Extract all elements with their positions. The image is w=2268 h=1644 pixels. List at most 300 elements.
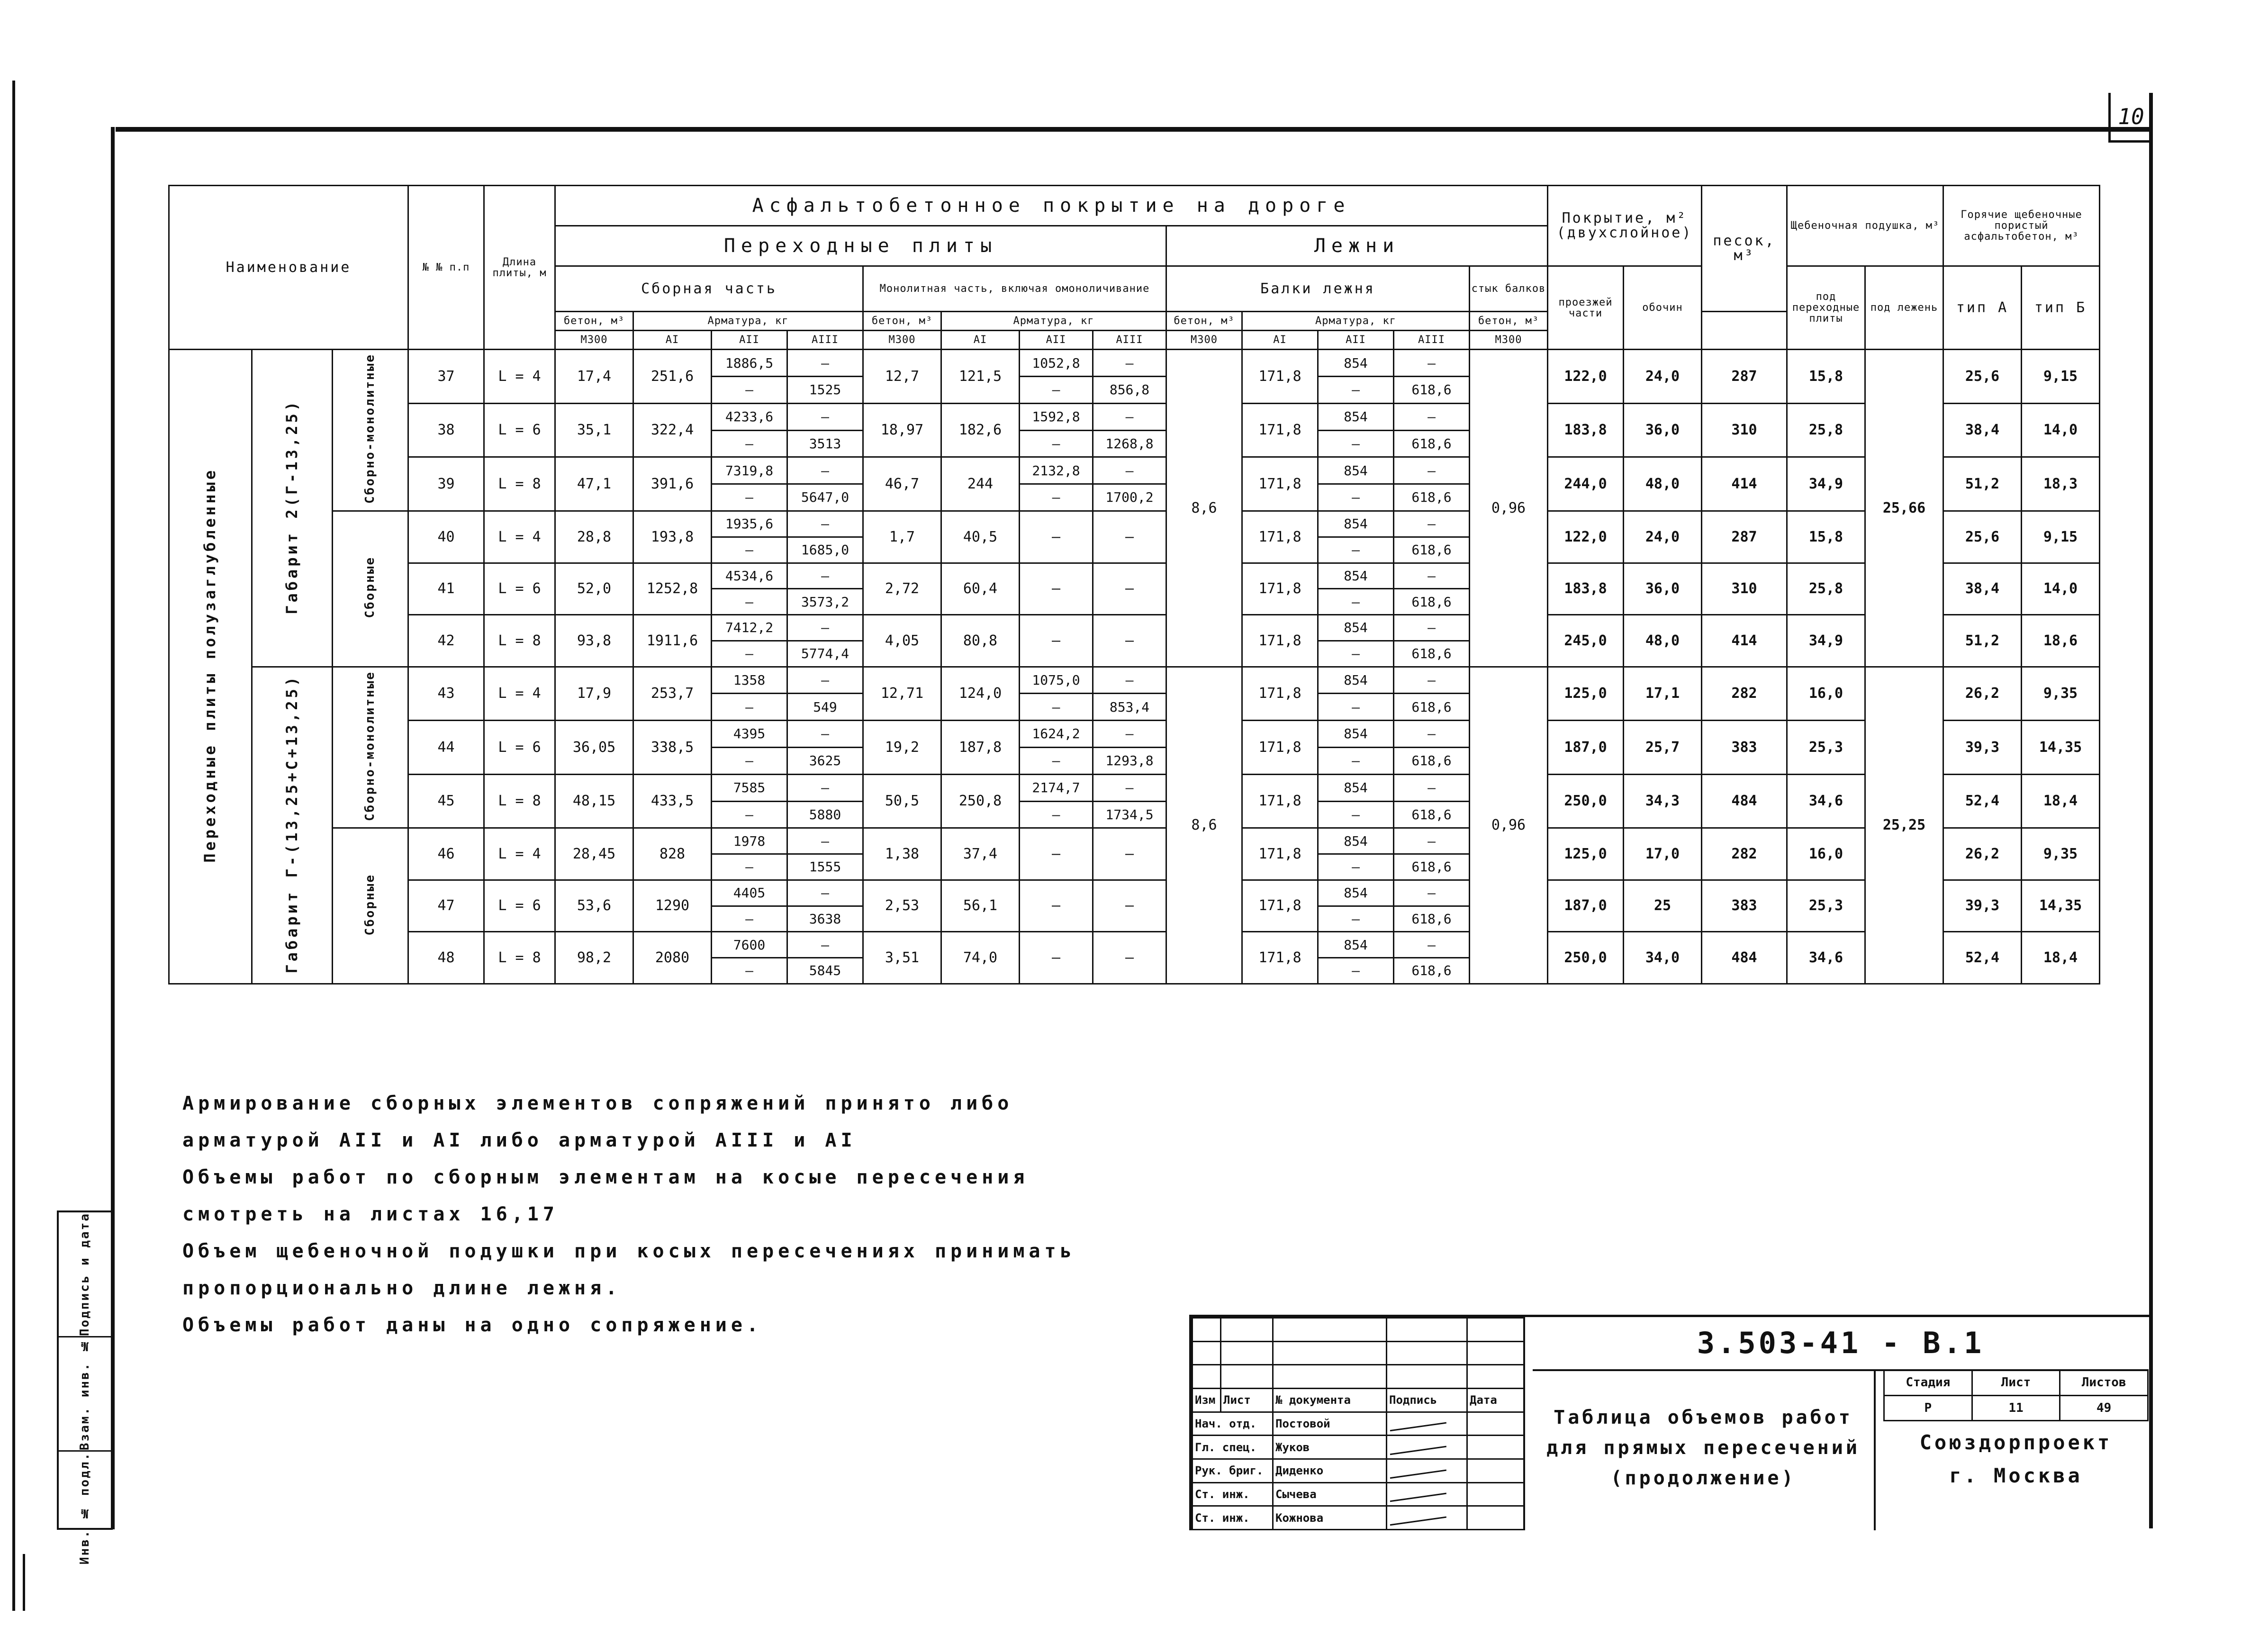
beam-a2-bottom: — [1352,859,1360,875]
sheets-head: Листов [2060,1370,2148,1396]
hotmix-type-b: 18,4 [2022,774,2100,828]
row-number: 41 [408,563,484,615]
prefab-a3 [787,403,863,457]
mono-a1: 56,1 [941,880,1020,932]
coating-shoulders: 17,1 [1624,667,1702,721]
org-name: Союздорпроект [1919,1431,2113,1454]
coating-carriageway: 122,0 [1548,511,1624,563]
prefab-a3 [787,721,863,775]
group-type-text: Сборно-монолитные [362,670,377,821]
title-line: Таблица объемов работ [1554,1407,1853,1428]
a3-2: АIII [1093,330,1166,349]
prefab-a3 [787,880,863,932]
row-number: 40 [408,511,484,563]
coating-shoulders: 24,0 [1624,511,1702,563]
coating-carriageway: 187,0 [1548,880,1624,932]
hotmix-type-a: 26,2 [1943,667,2022,721]
tb-role: Рук. бриг. [1193,1459,1273,1482]
a2-2: АII [1020,330,1093,349]
beam-a1: 171,8 [1242,774,1318,828]
hotmix-type-b: 14,35 [2022,721,2100,775]
prefab-concrete: 98,2 [555,932,633,984]
prefab-a3 [787,350,863,404]
mono-a1: 121,5 [941,350,1020,404]
header-concrete-1: бетон, м³ [555,311,633,330]
beam-a2-bottom: — [1352,489,1360,506]
sand: 310 [1702,563,1787,615]
prefab-a3-bottom: 5774,4 [801,646,849,662]
beam-a3 [1394,511,1470,563]
beam-a2-bottom: — [1352,753,1360,769]
hotmix-type-b: 18,6 [2022,615,2100,667]
hotmix-type-a: 26,2 [1943,828,2022,880]
mono-a2 [1020,457,1093,511]
hotmix-type-a: 39,3 [1943,880,2022,932]
mono-a1: 60,4 [941,563,1020,615]
mono-a3 [1093,403,1166,457]
title-line: для прямых пересечений [1546,1437,1860,1459]
beam-a3-bottom: 618,6 [1411,806,1452,822]
prefab-a1: 828 [633,828,712,880]
beam-a2-top: 854 [1319,458,1393,485]
prefab-a2 [712,615,787,667]
mono-concrete: 1,38 [863,828,941,880]
beam-a3-top: — [1394,881,1469,907]
prefab-a1: 2080 [633,932,712,984]
hotmix-type-b: 14,0 [2022,403,2100,457]
beam-a2-top: 854 [1319,881,1393,907]
beam-a3 [1394,615,1470,667]
coating-carriageway: 250,0 [1548,774,1624,828]
header-carriageway: проезжей части [1548,266,1624,349]
mono-a2 [1020,721,1093,775]
prefab-a2-top: 4395 [712,721,786,748]
tb-role: Ст. инж. [1193,1482,1273,1506]
sheets-value: 49 [2060,1395,2148,1421]
header-beams-sub: Балки лежня [1166,266,1470,311]
prefab-a3-top: — [788,775,862,802]
coating-shoulders: 25 [1624,880,1702,932]
row-number: 38 [408,403,484,457]
hotmix-type-a: 38,4 [1943,563,2022,615]
coating-shoulders: 25,7 [1624,721,1702,775]
prefab-a3-bottom: 1685,0 [801,542,849,558]
header-num: № № п.п [408,186,484,350]
row-length: L = 8 [484,457,555,511]
coating-shoulders: 24,0 [1624,350,1702,404]
mono-a3-top: — [1093,404,1166,431]
note-line: арматурой АII и АI либо арматурой АIII и АI [182,1129,857,1151]
mono-a2: — [1020,880,1093,932]
prefab-a2 [712,457,787,511]
mono-a2 [1020,774,1093,828]
header-rebar-1: Арматура, кг [633,311,863,330]
group-dim-1 [252,350,333,667]
prefab-a3-top: — [788,881,862,907]
coating-carriageway: 125,0 [1548,828,1624,880]
beam-a3 [1394,721,1470,775]
sand: 282 [1702,828,1787,880]
title-block [1189,1315,2151,1530]
mono-a2 [1020,667,1093,721]
prefab-a3-top: — [788,564,862,590]
prefab-a2 [712,350,787,404]
mono-a1: 244 [941,457,1020,511]
side-stamp-inventory: Инв. № подл. [78,1452,92,1565]
mono-concrete: 3,51 [863,932,941,984]
sheet-frame-top [116,127,2153,132]
prefab-a2 [712,828,787,880]
coating-carriageway: 183,8 [1548,563,1624,615]
tb-name: Кожнова [1273,1506,1387,1530]
prefab-a2-top: 7585 [712,775,786,802]
mono-a3-top: — [1093,350,1166,377]
beam-a1: 171,8 [1242,880,1318,932]
prefab-a1: 193,8 [633,511,712,563]
beam-a1: 171,8 [1242,563,1318,615]
prefab-a2 [712,774,787,828]
prefab-a1: 1911,6 [633,615,712,667]
table-row [169,828,2100,880]
mono-a2: — [1020,828,1093,880]
beam-a3-top: — [1394,512,1469,538]
header-transition-slabs: Переходные плиты [555,226,1166,266]
tb-head-doc: № документа [1273,1388,1387,1412]
row-length: L = 6 [484,403,555,457]
tb-name: Диденко [1273,1459,1387,1482]
sheet-frame-right [2149,93,2153,1528]
table-row [169,932,2100,984]
beam-a2 [1318,350,1394,404]
row-length: L = 4 [484,350,555,404]
a1-1: АI [633,330,712,349]
beam-a3-bottom: 618,6 [1411,594,1452,610]
prefab-a1: 338,5 [633,721,712,775]
beam-a2 [1318,721,1394,775]
prefab-concrete: 17,4 [555,350,633,404]
prefab-a2-top: 7412,2 [712,615,786,641]
beam-a2-bottom: — [1352,646,1360,662]
hotmix-type-b: 9,15 [2022,350,2100,404]
prefab-a2-top: 7319,8 [712,458,786,485]
header-sand-unit [1702,311,1787,350]
mono-concrete: 18,97 [863,403,941,457]
row-length: L = 6 [484,563,555,615]
a2-1: АII [712,330,787,349]
hotmix-type-a: 38,4 [1943,403,2022,457]
header-type-a: тип А [1943,266,2022,349]
beam-a3-bottom: 618,6 [1411,911,1452,927]
mono-a2-top: 1592,8 [1020,404,1092,431]
prefab-a2-top: 1935,6 [712,512,786,538]
group-type-text: Сборные [362,556,377,618]
stage-value: Р [1884,1395,1972,1421]
header-rebar-2: Арматура, кг [941,311,1166,330]
mono-a2: — [1020,615,1093,667]
tb-head-sign: Подпись [1387,1388,1467,1412]
hotmix-type-b: 9,15 [2022,511,2100,563]
beam-concrete: 8,6 [1166,667,1242,984]
row-number: 42 [408,615,484,667]
mono-a3: — [1093,615,1166,667]
beam-a2-bottom: — [1352,911,1360,927]
prefab-a2-top: 4233,6 [712,404,786,431]
group-type-text: Сборные [362,873,377,936]
prefab-a2 [712,880,787,932]
beam-a2 [1318,615,1394,667]
mono-a3 [1093,457,1166,511]
mono-a2-bottom: — [1052,753,1060,769]
mono-a3-top: — [1093,721,1166,748]
tb-divider [1874,1369,1876,1530]
beam-concrete: 8,6 [1166,350,1242,667]
sand: 287 [1702,511,1787,563]
beam-a3 [1394,403,1470,457]
prefab-a2-bottom: — [745,859,753,875]
hotmix-type-b: 18,4 [2022,932,2100,984]
beam-a2 [1318,511,1394,563]
mono-a1: 182,6 [941,403,1020,457]
group-type [333,667,408,828]
row-length: L = 4 [484,667,555,721]
beam-a3 [1394,774,1470,828]
prefab-a2-bottom: — [745,911,753,927]
side-stamp-signature: Подпись и дата [78,1212,92,1337]
header-length: Длина плиты, м [484,186,555,350]
prefab-a2-bottom: — [745,382,753,398]
gravel-slabs: 25,8 [1787,563,1865,615]
prefab-a3 [787,932,863,984]
mono-a1: 250,8 [941,774,1020,828]
header-coating: Покрытие, м² (двухслойное) [1548,186,1702,266]
works-volume-table [168,185,2100,985]
beam-a3 [1394,457,1470,511]
prefab-a3-bottom: 1555 [809,859,841,875]
mono-a3-top: — [1093,458,1166,485]
beam-a3-bottom: 618,6 [1411,646,1452,662]
prefab-concrete: 17,9 [555,667,633,721]
prefab-concrete: 48,15 [555,774,633,828]
prefab-a2 [712,403,787,457]
margin-mark [23,1554,25,1611]
beam-a1: 171,8 [1242,828,1318,880]
table-row [169,403,2100,457]
row-number: 48 [408,932,484,984]
prefab-a3-bottom: 3625 [809,753,841,769]
prefab-a3-bottom: 549 [813,699,837,715]
prefab-a2 [712,721,787,775]
beam-a3-bottom: 618,6 [1411,542,1452,558]
beam-a1: 171,8 [1242,350,1318,404]
group-type [333,350,408,511]
beam-a2-bottom: — [1352,382,1360,398]
beam-a2 [1318,667,1394,721]
hotmix-type-a: 25,6 [1943,511,2022,563]
beam-a3-top: — [1394,615,1469,641]
mono-a2-top: 1052,8 [1020,350,1092,377]
m300-2: М300 [863,330,941,349]
coating-carriageway: 183,8 [1548,403,1624,457]
mono-concrete: 50,5 [863,774,941,828]
table-row [169,721,2100,775]
a3-1: АIII [787,330,863,349]
org-city: г. Москва [1949,1464,2083,1487]
prefab-a3-bottom: 5647,0 [801,489,849,506]
mono-a3-bottom: 856,8 [1109,382,1150,398]
note-line: Объем щебеночной подушки при косых пересечениях принимать [182,1240,1076,1262]
m300-3: М300 [1166,330,1242,349]
mono-concrete: 46,7 [863,457,941,511]
prefab-a3-top: — [788,458,862,485]
note-line: Объемы работ даны на одно сопряжение. [182,1314,763,1336]
hotmix-type-b: 18,3 [2022,457,2100,511]
beam-a3-bottom: 618,6 [1411,963,1452,979]
row-number: 46 [408,828,484,880]
mono-a3 [1093,350,1166,404]
note-line: Армирование сборных элементов сопряжений принято либо [182,1093,1013,1114]
beam-a2-bottom: — [1352,699,1360,715]
mono-a2 [1020,350,1093,404]
mono-a2-top: 2132,8 [1020,458,1092,485]
gravel-slabs: 16,0 [1787,828,1865,880]
side-stamp-replace: Взам. инв. № [78,1337,92,1451]
header-under-slabs: под переходные плиты [1787,266,1865,349]
gravel-slabs: 34,6 [1787,932,1865,984]
prefab-a1: 253,7 [633,667,712,721]
title-block-staff [1192,1317,1525,1530]
beam-a2 [1318,828,1394,880]
mono-a1: 74,0 [941,932,1020,984]
row-length: L = 8 [484,615,555,667]
prefab-concrete: 47,1 [555,457,633,511]
mono-a3: — [1093,563,1166,615]
mono-a2-bottom: — [1052,435,1060,452]
gravel-slabs: 25,3 [1787,880,1865,932]
mono-a3: — [1093,511,1166,563]
prefab-a3 [787,828,863,880]
beam-a2-top: 854 [1319,775,1393,802]
prefab-a2-top: 1978 [712,829,786,855]
row-length: L = 8 [484,932,555,984]
beam-a2-bottom: — [1352,542,1360,558]
header-joint: стык балков [1470,266,1548,311]
prefab-concrete: 35,1 [555,403,633,457]
joint-concrete: 0,96 [1470,350,1548,667]
prefab-a1: 433,5 [633,774,712,828]
beam-a1: 171,8 [1242,721,1318,775]
tb-name: Сычева [1273,1482,1387,1506]
prefab-a1: 322,4 [633,403,712,457]
beam-a3 [1394,880,1470,932]
signature [1387,1482,1467,1506]
mono-a1: 40,5 [941,511,1020,563]
mono-concrete: 12,71 [863,667,941,721]
prefab-a3-bottom: 3513 [809,435,841,452]
beam-a3-top: — [1394,350,1469,377]
tb-role: Нач. отд. [1193,1412,1273,1436]
note-line: пропорционально длине лежня. [182,1277,622,1299]
mono-a3: — [1093,828,1166,880]
prefab-a1: 391,6 [633,457,712,511]
mono-concrete: 1,7 [863,511,941,563]
note-line: Объемы работ по сборным элементам на косые пересечения [182,1166,1029,1188]
hotmix-type-a: 51,2 [1943,615,2022,667]
m300-1: М300 [555,330,633,349]
row-number: 37 [408,350,484,404]
sand: 383 [1702,880,1787,932]
tb-name: Постовой [1273,1412,1387,1436]
header-rebar-3: Арматура, кг [1242,311,1470,330]
a1-2: АI [941,330,1020,349]
row-number: 47 [408,880,484,932]
prefab-a3-top: — [788,512,862,538]
header-prefab-part: Сборная часть [555,266,863,311]
row-length: L = 4 [484,828,555,880]
mono-a3-top: — [1093,775,1166,802]
mono-concrete: 4,05 [863,615,941,667]
beam-a2 [1318,457,1394,511]
beam-a3-bottom: 618,6 [1411,489,1452,506]
header-concrete-4: бетон, м³ [1470,311,1548,330]
beam-a3-bottom: 618,6 [1411,435,1452,452]
beam-a2-top: 854 [1319,721,1393,748]
sand: 383 [1702,721,1787,775]
prefab-a2-top: 4534,6 [712,564,786,590]
mono-a3 [1093,721,1166,775]
beam-a3 [1394,667,1470,721]
organization [1883,1426,2149,1492]
prefab-concrete: 36,05 [555,721,633,775]
coating-carriageway: 125,0 [1548,667,1624,721]
signature [1387,1412,1467,1436]
stage-table [1883,1369,2149,1421]
coating-shoulders: 36,0 [1624,403,1702,457]
gravel-slabs: 34,9 [1787,457,1865,511]
hotmix-type-b: 9,35 [2022,667,2100,721]
side-stamp [57,1210,113,1565]
prefab-a3-top: — [788,932,862,958]
prefab-a3-top: — [788,404,862,431]
table-row [169,615,2100,667]
hotmix-type-a: 51,2 [1943,457,2022,511]
prefab-a3-bottom: 5845 [809,963,841,979]
mono-a3 [1093,774,1166,828]
beam-a2-bottom: — [1352,594,1360,610]
prefab-a1: 251,6 [633,350,712,404]
beam-a3-top: — [1394,404,1469,431]
group-type-text: Сборно-монолитные [362,353,377,504]
coating-shoulders: 48,0 [1624,457,1702,511]
beam-a2-top: 854 [1319,932,1393,958]
mono-a2: — [1020,932,1093,984]
beam-a3-top: — [1394,721,1469,748]
hotmix-type-a: 52,4 [1943,774,2022,828]
prefab-a3 [787,563,863,615]
beam-a3-bottom: 618,6 [1411,859,1452,875]
coating-shoulders: 17,0 [1624,828,1702,880]
beam-a3 [1394,828,1470,880]
hotmix-type-b: 14,0 [2022,563,2100,615]
prefab-a3-top: — [788,615,862,641]
beam-a2-top: 854 [1319,668,1393,695]
signature [1387,1436,1467,1459]
prefab-a2-bottom: — [745,699,753,715]
row-length: L = 4 [484,511,555,563]
beam-a3 [1394,563,1470,615]
mono-a2-top: 1075,0 [1020,668,1092,695]
prefab-a3-top: — [788,829,862,855]
sand: 282 [1702,667,1787,721]
